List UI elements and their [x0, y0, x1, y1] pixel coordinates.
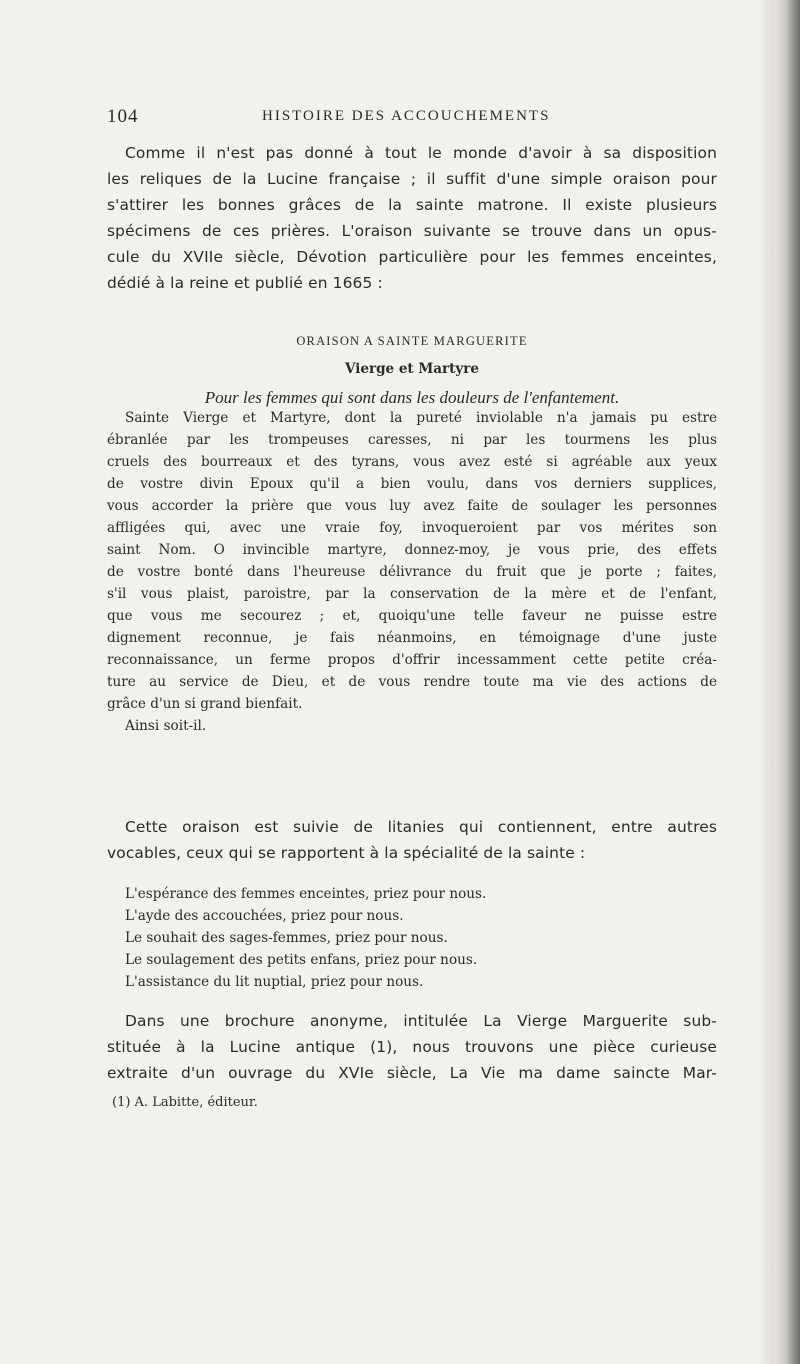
list-item: L'assistance du lit nuptial, priez pour nous.	[125, 974, 424, 990]
list-item: Le souhait des sages-femmes, priez pour nous.	[125, 930, 448, 946]
text-line: les reliques de la Lucine française ; il suffit d'une simple oraison pour	[107, 170, 717, 188]
page-edge	[774, 0, 800, 1364]
text-line: Cette oraison est suivie de litanies qui contiennent, entre autres	[125, 818, 717, 836]
text-line: spécimens de ces prières. L'oraison suivante se trouve dans un opus-	[107, 222, 717, 240]
intro-paragraph	[107, 144, 717, 304]
text-line: s'il vous plaist, paroistre, par la conservation de la mère et de l'enfant,	[107, 586, 717, 602]
list-item: L'ayde des accouchées, priez pour nous.	[125, 908, 404, 924]
text-line: saint Nom. O invincible martyre, donnez-moy, je vous prie, des effets	[107, 542, 717, 558]
text-line: dédié à la reine et publié en 1665 :	[107, 274, 383, 292]
text-line: vous accorder la prière que vous luy avez faite de soulager les personnes	[107, 498, 717, 514]
text-line: Sainte Vierge et Martyre, dont la pureté inviolable n'a jamais pu estre	[125, 410, 717, 426]
litany-list	[107, 886, 717, 1006]
running-head: HISTOIRE DES ACCOUCHEMENTS	[262, 108, 551, 124]
prayer-title-subheading: Vierge et Martyre	[345, 361, 479, 377]
page-header	[107, 106, 707, 132]
text-line: de vostre divin Epoux qu'il a bien voulu, dans vos derniers supplices,	[107, 476, 717, 492]
prayer-text	[107, 410, 717, 770]
text-line: cule du XVIIe siècle, Dévotion particulière pour les femmes enceintes,	[107, 248, 717, 266]
text-line: ture au service de Dieu, et de vous rendre toute ma vie des actions de	[107, 674, 717, 690]
list-item: Le soulagement des petits enfans, priez pour nous.	[125, 952, 478, 968]
text-line: grâce d'un si grand bienfait.	[107, 696, 303, 712]
text-line: Ainsi soit-il.	[125, 718, 207, 734]
text-line: Comme il n'est pas donné à tout le monde d'avoir à sa disposition	[125, 144, 717, 162]
list-item: L'espérance des femmes enceintes, priez pour nous.	[125, 886, 487, 902]
text-line: que vous me secourez ; et, quoiqu'une telle faveur ne puisse estre	[107, 608, 717, 624]
closing-paragraph	[107, 1012, 717, 1092]
prayer-title-heading: ORAISON A SAINTE MARGUERITE	[296, 334, 528, 348]
text-line: reconnaissance, un ferme propos d'offrir incessamment cette petite créa-	[107, 652, 717, 668]
text-line: stituée à la Lucine antique (1), nous trouvons une pièce curieuse	[107, 1038, 717, 1056]
text-line: s'attirer les bonnes grâces de la sainte matrone. Il existe plusieurs	[107, 196, 717, 214]
text-line: dignement reconnue, je fais néanmoins, en témoignage d'une juste	[107, 630, 717, 646]
text-line: ébranlée par les trompeuses caresses, ni par les tourmens les plus	[107, 432, 717, 448]
litany-intro	[107, 818, 717, 874]
page-gutter-shadow	[760, 0, 774, 1364]
text-line: cruels des bourreaux et des tyrans, vous avez esté si agréable aux yeux	[107, 454, 717, 470]
page-number: 104	[107, 106, 139, 127]
text-line: Dans une brochure anonyme, intitulée La Vierge Marguerite sub-	[125, 1012, 717, 1030]
text-line: extraite d'un ouvrage du XVIe siècle, La Vie ma dame saincte Mar-	[107, 1064, 717, 1082]
footnote: (1) A. Labitte, éditeur.	[112, 1095, 258, 1110]
text-line: affligées qui, avec une vraie foy, invoqueroient par vos mérites son	[107, 520, 717, 536]
text-line: vocables, ceux qui se rapportent à la spécialité de la sainte :	[107, 844, 586, 862]
prayer-title-purpose: Pour les femmes qui sont dans les douleurs de l'enfantement.	[204, 388, 620, 407]
text-line: de vostre bonté dans l'heureuse délivrance du fruit que je porte ; faites,	[107, 564, 717, 580]
